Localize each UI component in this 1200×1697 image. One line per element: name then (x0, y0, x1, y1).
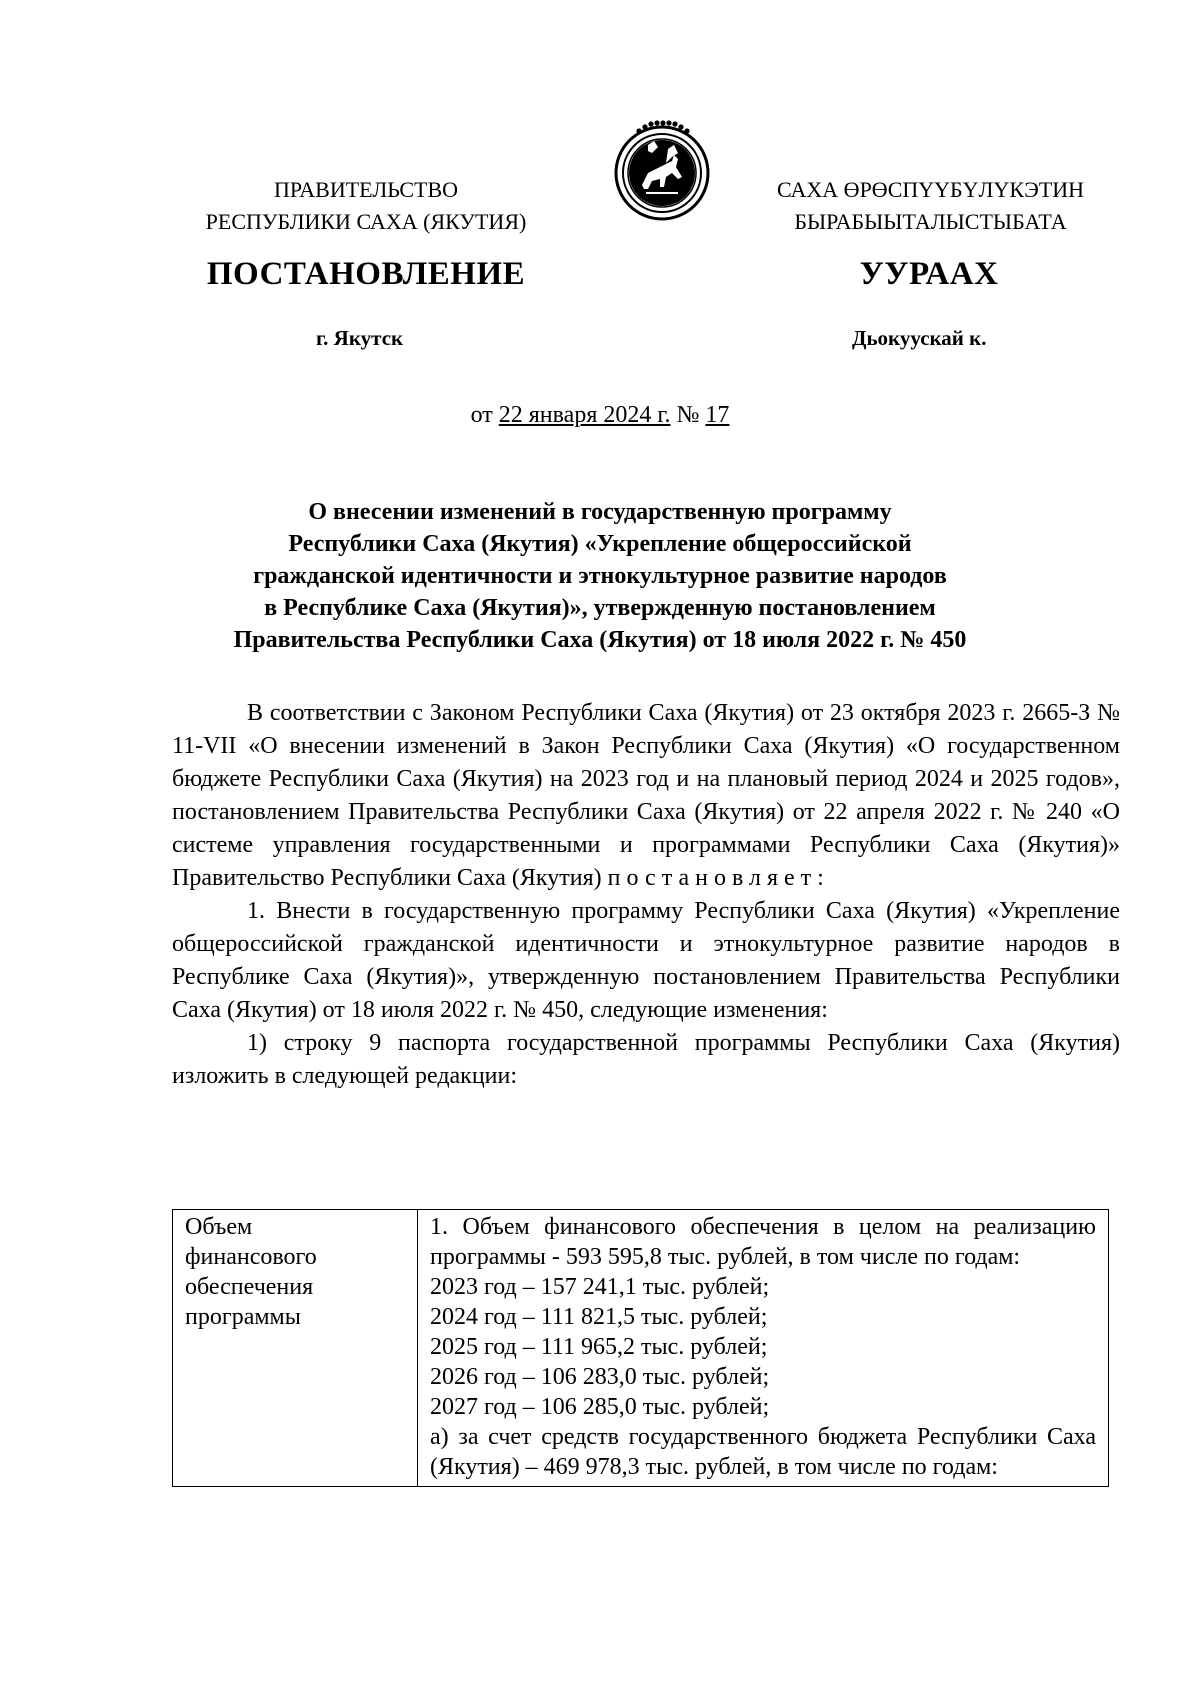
year-amount: 2025 год – 111 965,2 тыс. рублей; (430, 1334, 768, 1360)
label-line: программы (185, 1304, 301, 1330)
label-line: Объем (185, 1214, 253, 1240)
year-amount: 2023 год – 157 241,1 тыс. рублей; (430, 1274, 770, 1300)
label-line: финансового (185, 1244, 317, 1270)
city-russian: г. Якутск (316, 326, 404, 350)
table-value-cell (418, 1210, 1109, 1487)
document-date: 22 января 2024 г. (498, 402, 671, 428)
org-name-russian (165, 174, 567, 238)
number-sign: № (670, 402, 706, 428)
date-prefix: от (470, 402, 499, 428)
document-title (170, 496, 1030, 656)
date-line (0, 402, 1200, 429)
city-yakut: Дьокуускай к. (852, 326, 987, 350)
year-amount: 2026 год – 106 283,0 тыс. рублей; (430, 1364, 770, 1390)
preamble-paragraph (172, 697, 1120, 895)
year-amount: 2024 год – 111 821,5 тыс. рублей; (430, 1304, 768, 1330)
table-label-cell (173, 1210, 418, 1487)
budget-source-a: а) за счет средств государственного бюджета Республики Саха (Якутия) – 469 978,3 тыс. рублей, в том числе по годам: (430, 1424, 1096, 1480)
table-row (173, 1210, 1109, 1487)
org-line: РЕСПУБЛИКИ САХА (ЯКУТИЯ) (205, 209, 527, 234)
title-line: Правительства Республики Саха (Якутия) от 18 июля 2022 г. № 450 (233, 627, 967, 653)
document-number: 17 (705, 402, 730, 428)
title-line: Республики Саха (Якутия) «Укрепление общероссийской (288, 531, 912, 557)
item-1-1-paragraph: 1) строку 9 паспорта государственной программы Республики Саха (Якутия) изложить в следующей редакции: (172, 1030, 1120, 1089)
org-line: БЫРАБЫЫТАЛЫСТЫБАТА (794, 209, 1067, 234)
financing-intro: 1. Объем финансового обеспечения в целом на реализацию программы - 593 595,8 тыс. рублей, в том числе по годам: (430, 1214, 1096, 1270)
org-line: ПРАВИТЕЛЬСТВО (273, 177, 459, 202)
org-name-yakut (748, 174, 1113, 238)
financing-table (172, 1209, 1109, 1487)
preamble-text: В соответствии с Законом Республики Саха (Якутия) от 23 октября 2023 г. 2665-З № 11-VII «О внесении изменений в Закон Республики Саха (Якутия) «О государственном бюджете Республики Саха (Якутия) на 2023 год и на плановый период 2024 и 2025 годов», постановлением Правительства Республики Саха (Якутия) от 22 апреля 2022 г. № 240 «О системе управления государственными и программами Республики Саха (Якутия)» Правительство Республики Саха (Якутия) (172, 700, 1120, 891)
emblem-icon (608, 115, 716, 223)
year-amount: 2027 год – 106 285,0 тыс. рублей; (430, 1394, 770, 1420)
document-type-russian: ПОСТАНОВЛЕНИЕ (206, 256, 526, 292)
document-body (172, 697, 1120, 1093)
decree-word: постановляет: (607, 865, 830, 891)
title-line: О внесении изменений в государственную программу (308, 499, 892, 525)
label-line: обеспечения (185, 1274, 314, 1300)
financing-table-wrapper (172, 1209, 1109, 1487)
document-type-yakut: УУРААХ (859, 256, 999, 292)
title-line: гражданской идентичности и этнокультурное развитие народов (253, 563, 947, 589)
item-1-paragraph: 1. Внести в государственную программу Республики Саха (Якутия) «Укрепление общероссийской гражданской идентичности и этнокультурное развитие народов в Республике Саха (Якутия)», утвержденную постановлением Правительства Республики Саха (Якутия) от 18 июля 2022 г. № 450, следующие изменения: (172, 898, 1120, 1023)
org-line: САХА ӨРӨСПҮҮБҮЛҮКЭТИН (776, 177, 1085, 202)
coat-of-arms-emblem (608, 115, 716, 223)
title-line: в Республике Саха (Якутия)», утвержденную постановлением (264, 595, 936, 621)
